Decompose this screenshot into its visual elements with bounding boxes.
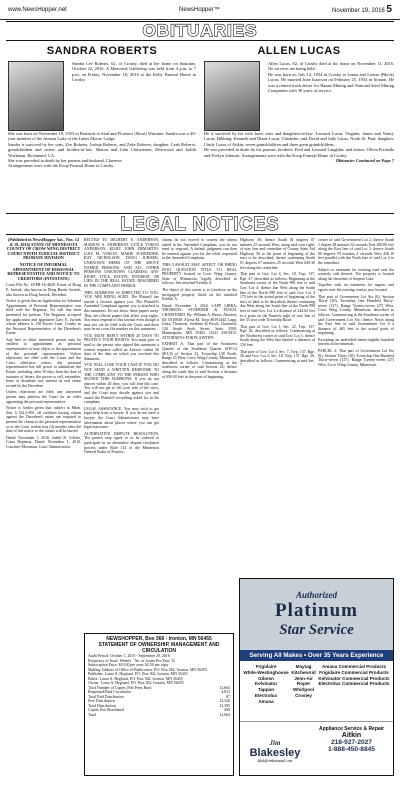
- obituary-text: He is survived by his wife June; sons and daughters-in-law: Leonard Lucas, Virginia; James and Nancy Lucas, Hibbing; Kenneth and Diane Lucas, Chisholm; and David and Judy Lucas, North St. Paul; daughter, Cindy Lucas of Aitkin; seven grandchildren and three great grandchildren.: [204, 131, 394, 147]
- brand-list-left: Frigidaire White-Westinghouse Gibson Kelvinator Tappan Electrolux Amana: [243, 664, 289, 704]
- email-link[interactable]: jblak@embarqmail.com: [257, 758, 293, 763]
- ad-tagline: Serving All Makes • Over 35 Years Experience: [240, 650, 393, 661]
- ad-platinum: Platinum: [275, 600, 358, 621]
- blakesley-logo: [240, 722, 310, 776]
- notice-text: That part of Government Lot Six (6), Section Thirty (30), Township One Hundred Thirty-seven (137), Range Twenty-seven (27) West, Crow Wing County, Minnesota, described as follows: Commencing at the Southeast corner of said Government Lot Six; thence North along the East line of said Government Lot 6 a distance of 465 feet to the actual point of beginning.: [318, 294, 394, 336]
- masthead-logo: NewsHopper™: [179, 6, 220, 13]
- page-number: 5: [386, 4, 392, 15]
- brand-list-right: Amana Commercial Products Frigidaire Commercial Products Kelvinator Commercial Products Electrolux Commercial Products: [318, 664, 390, 687]
- statement-row: Copies Not Distributed 269: [88, 708, 230, 712]
- legal-column-2: [84, 238, 159, 630]
- notice-text: Notice is given that an Application for Informal Appointment of Personal Representative was filed with the Registrar. No will has been presented for probate. The Registrar accepted the application and appointed Gary E. Jurisek whose address is 130 Kuster Lane, Crosby as the Personal Representative of the Decedent's Estate.: [6, 299, 81, 336]
- legal-notices-heading: LEGAL NOTICES: [120, 213, 280, 234]
- statement-row: Total 12,664: [88, 712, 230, 717]
- notice-text: PARCEL 2: That part of Government Lot Six (6), Section Thirty (30), Township One Hundred Thirty-seven (137), Range Twenty-seven (27) West, Crow Wing County, Minnesota.: [318, 349, 394, 367]
- statement-line: Publisher: Laura A. Heglund, P.O. Box 562, Ironton, MN 56455: [88, 672, 188, 676]
- statement-line: Audit Period: October 1, 2015 - September 30, 2016: [88, 654, 170, 658]
- legal-notices-banner: [6, 213, 394, 235]
- obituary-name: SANDRA ROBERTS: [46, 45, 158, 57]
- phone-local[interactable]: 218-927-2027: [330, 739, 373, 746]
- brand-list-middle: Maytag KitchenAid Jenn-Air Roper Whirlpool Crosley: [291, 664, 316, 698]
- obituary-text: Sandra Lee Roberts, 62, of Crosby, died at her home on Saturday, October 22, 2016. A Memorial Gathering was held from 4 p.m. to 7 p.m. on Friday, November 18, 2016 at the Kelly Funeral Home in Crosby.: [72, 61, 196, 83]
- notice-text: LEGAL ASSISTANCE. You may wish to get legal help from a lawyer. If you do not have a lawyer, the Court Administrator may have information about places where you can get legal assistance.: [84, 406, 159, 430]
- notice-text: That part of Gov. Lot 1, Sec. 22, Twp. 137, Rge. 28, described as follows: Commencing at the Northwest corner of said Gov. Lot 1; thence South along the West line thereof a distance of 150 feet.: [240, 324, 315, 348]
- obituary-text: She was preceded in death by her parents and husband, Clarence.: [8, 158, 123, 164]
- notice-title: NOTICE OF INFORMAL APPOINTMENT OF PERSONAL REPRESENTATIVE AND NOTICE TO CREDITORS (INTESTATE): [7, 261, 80, 281]
- notice-text: Dated: November 1, 2016. LAPP, LIBRA, THOMSON, STOEBNER & PUSCH, CHARTERED. By: William A. Hvass. Attorney ID: 0310848. Alyssa M. Toop #0391444. Lapp, Libra, Thomson, Stoebner & Pusch, Chartered, 120 South Sixth Street, Suite 2500, Minneapolis, MN 55402. (612) 338-5815. ATTORNEYS FOR PLAINTIFF.: [162, 303, 237, 340]
- service-line: Appliance Service & Repair: [318, 726, 385, 732]
- notice-text: RECTED TO DELBERT E. ANDERSON, MARION S. ANDERSON, LYTLE YOKON ANDERSON, KILBY JOHN DEMARTIN, LOIS M. YOKON, MARIE SCHNEIDER, RAY NICHOLSON, DOUG JURISEK, UNKNOWN HEIRS OF THE ABOVE NAMED PERSONS, AND ALL OTHER PERSONS UNKNOWN CLAIMING ANY RIGHT, TITLE, ESTATE, INTEREST, OR LIEN IN THE REAL ESTATE DESCRIBED IN THE COMPLAINT HEREIN.: [84, 238, 159, 288]
- statement-of-ownership: [84, 633, 234, 776]
- notice-header: (Published in NewsHopper Sat., Nov. 12 & 19, 2016) STATE OF MINNESOTA COUNTY OF CROW WING DISTRICT COURT NINTH JUDICIAL DISTRICT PROBATE DIVISION: [6, 238, 81, 261]
- obituary-text: He was preceded in death by his parents; brothers: Fred and Leonard Laughlin; and sisters: Olivia Puchalla and Evelyn Johnson. Arrangements were with the Koop Funeral Home in Crosby.: [204, 147, 394, 158]
- appliance-advertisement[interactable]: [239, 578, 394, 776]
- legal-column-3: [162, 238, 237, 630]
- statement-line: Owner: Laura A. Heglund, P.O. Box 562, Ironton, MN 56455: [88, 681, 184, 685]
- portrait-photo: [8, 61, 64, 131]
- notice-text: That part of Gov. Lot 4, Sec. 18, Twp. 137, Rge. 27, described as follows: Beginning at the Southeast corner of the North 990 feet of said Gov. Lot 4; thence due West along the South line of the North 990 feet of said Gov. Lot 4 175 feet to the actual point of beginning of the tract of land to be described; thence continuing due West along the South line of the North 990 feet of said Gov. Lot 4 a distance of 244.62 feet to a point on the Easterly right of way line of the 33 foot wide Township Road.: [240, 272, 315, 323]
- statement-line: Mailing Address of Office of Publication: P.O. Box 562, Ironton, MN 56455: [88, 667, 207, 672]
- statement-line: Editor: Laura A. Heglund, P.O. Box 562, Ironton, MN 56455: [88, 676, 183, 681]
- statement-row: Total Paid Distribution 67: [88, 694, 230, 699]
- notice-text: corner of said Government Lot 2; thence South 1 degree 28 minutes 32 seconds East 200.00 feet along the East line of said Lot 2; thence South 86 degrees 59 minutes 4 seconds West 430.10 feet parallel with the North line of said Lot 2 to the centerline.: [318, 238, 394, 265]
- notice-text: EXHIBIT A. That part of the Southwest Quarter of the Southeast Quarter (SW1/4 SE1/4) of Section 22, Township 138 North, Range 25 West, Crow Wing County, Minnesota, described as follows: Commencing at the southwest corner of said Section 22; thence along the south line of said Section, a distance of 650.00 feet to the point of beginning.: [162, 342, 237, 379]
- notice-text: YOU WILL LOSE YOUR CASE IF YOU DO NOT SEND A WRITTEN RESPONSE TO THE COMPLAINT TO THE PERSON WHO SIGNED THIS SUMMONS. If you do not answer within 20 days, you will lose this case. You will not get to tell your side of the story, and the Court may decide against you and award the Plaintiff everything asked for in the complaint.: [84, 363, 159, 405]
- obituary-sandra: [8, 45, 196, 211]
- ad-authorized: Authorized: [295, 590, 337, 600]
- obituary-text: He was born on July 12, 1934 in Crosby to Lenus and Louise (Block) Lucas. He married June Isaacson on February 25, 1954 in Ironton. He was a retired truck driver for Hanna Mining and National Steel Mining Companies with 38 years of service.: [268, 71, 394, 94]
- obituary-text: Sandra is survived by her sons, Zoe Roberts, Joshua Roberts, and Zeke Roberts; daughter, Leah Roberts; grandchildren and sisters and brother-in-law, Sharon and John Christensen, Deerwood and Judith Workman, Richmond, CA.: [8, 141, 196, 158]
- obituary-name: ALLEN LUCAS: [257, 45, 341, 57]
- obituaries-heading: OBITUARIES: [142, 21, 258, 40]
- notice-text: YOU MUST REPLY WITHIN 20 DAYS TO PROTECT YOUR RIGHTS. You must give or mail to the person who signed this summons a written response called an Answer within 20 days of the date on which you received this Summons.: [84, 333, 159, 361]
- notice-text: ALTERNATIVE DISPUTE RESOLUTION. The parties may agree to or be ordered to participate in an alternative dispute resolution process under Rule 114 of the Minnesota General Rules of Practice.: [84, 431, 159, 455]
- notice-text: Subject to easement for existing road over the westerly side thereof. The property is located along the shoreline of Serpent Lake.: [318, 267, 394, 281]
- notice-text: Court File No. 18-PR-16-4820. Estate of Doug E. Jurisek, also known as Doug Buster Jurisek, also known as Doug Jurisek, Decedent.: [6, 283, 81, 297]
- statement-row: Total Number of Copies (Net Press Run) 12,664: [88, 685, 230, 690]
- obituary-allen: [204, 45, 394, 211]
- town-name: Aitkin: [341, 732, 362, 739]
- logo-first-name: Jim: [269, 738, 281, 747]
- statement-row: Free Distribution 12,328: [88, 699, 230, 703]
- obituary-text: Allen Lucas, 82, of Crosby died at his home on November 11, 2016. No services are being held.: [268, 61, 394, 72]
- obituary-text: She was born on November 18, 1953 in Brainerd to Stad and Florence (Short) Wimmer. Sandra was a 40-year member of the Ironton Lady of the Lakes Moose Lodge.: [8, 131, 196, 142]
- notice-text: Highway 56; thence South 01 degrees 07 minutes 25 seconds West, along said west right-of-way line and centerline of County State Aid Highway 56 to the point of beginning of the tract to be described; thence continuing South 01 degrees 07 minutes 25 seconds West 649.30 feet along the centerline.: [240, 238, 315, 270]
- notice-text: claims do not exceed to contest the claims stated in the Amended Complaint, you do not need to respond. A default judgment can then be entered against you for the relief requested in the Amended Complaint.: [162, 238, 237, 261]
- continued-note[interactable]: Obituaries Continued on Page 7: [335, 158, 394, 164]
- page-header: [0, 0, 400, 20]
- logo-last-name: Blakesley: [249, 746, 301, 759]
- statement-title: STATEMENT OF OWNERSHIP, MANAGEMENT AND CIRCULATION: [98, 642, 220, 654]
- portrait-photo: [204, 61, 260, 131]
- notice-text: Notice is further given that, subject to Minn. Stat. § 524.3-801, all creditors having claims against the Decedent's estate are required to present the claims to the personal representative or to the Court within four (4) months after the date of this notice or the claims will be barred.: [6, 406, 81, 434]
- notice-text: THIS SUMMONS IS DIRECTED TO YOU. YOU ARE BEING SUED. The Plaintiff has started a lawsuit against you. The Plaintiff's Amended Complaint against you is attached to this summons. Do not throw these papers away. They are official papers that affect your rights. You must respond to this lawsuit even though it may not yet be filed with the Court and there may be no court file number on this summons.: [84, 290, 159, 332]
- statement-masthead: NEWSHOPPER, Box 366 · Ironton, MN 56455: [106, 636, 212, 642]
- obituaries-banner: [6, 21, 394, 41]
- statement-row: Total Distribution 12,395: [88, 703, 230, 708]
- notice-text: The object of this action is to foreclose on the mortgaged property listed on the attached Exhibit A.: [162, 287, 237, 302]
- notice-text: Unless objections are filed, any interested person may petition the Court for an order appointing the personal representative.: [6, 390, 81, 404]
- notice-text: Any heir or other interested person may be entitled to appointment as personal representative or may object to the appointment of the personal representative. Unless objections are filed with the Court and the Court otherwise orders, the personal representative has full power to administer the Estate, including, after 30 days from the date of issuance of letters, the power to sell, encumber, lease or distribute any interest in real estate owned by the Decedent.: [6, 337, 81, 388]
- legal-column-5: [318, 238, 394, 574]
- statement-line: Subscription Price: $10.00 per year; $2.50 per copy: [88, 663, 169, 667]
- issue-date: November 19, 2016: [332, 8, 385, 14]
- obituary-text: Arrangements were with the Koop Funeral Home in Crosby.: [8, 163, 115, 169]
- phone-tollfree[interactable]: 1-888-450-8845: [328, 746, 375, 753]
- statement-line: Frequency of Issue: Weekly · No. of Issues Per Year: 52: [88, 658, 176, 663]
- notice-text: Dated: November 1, 2016. Judith R. Collins, Court Registrar. Dated: November 1, 2016. Courtney Moorman, Court Administrator.: [6, 435, 81, 449]
- notice-text: Together with an easement for ingress and egress over the existing road as now located.: [318, 283, 394, 292]
- legal-column-1: [6, 238, 81, 786]
- notice-text: That part of Gov. Lot 3, Sec. 7, Twp. 137, Rge. 26 and Gov. Lot 2, Sec. 18, Twp. 137, Rge. 26, described as follows: Commencing at said Sec. 7.: [240, 349, 315, 368]
- notice-text: THIS LAWSUIT MAY AFFECT OR BRING INTO QUESTION TITLE TO REAL PROPERTY located in Crow Wing County, State of Minnesota, legally described as follows: See attached Exhibit A.: [162, 262, 237, 286]
- legal-column-4: [240, 238, 315, 574]
- notice-text: Excepting an undivided ninety-eighths hundred interest in the minerals.: [318, 337, 394, 347]
- statement-row: Requested/Paid Circulation 4,813: [88, 690, 230, 694]
- ad-star-service: Star Service: [279, 622, 354, 638]
- site-url[interactable]: www.NewsHopper.net: [8, 6, 67, 13]
